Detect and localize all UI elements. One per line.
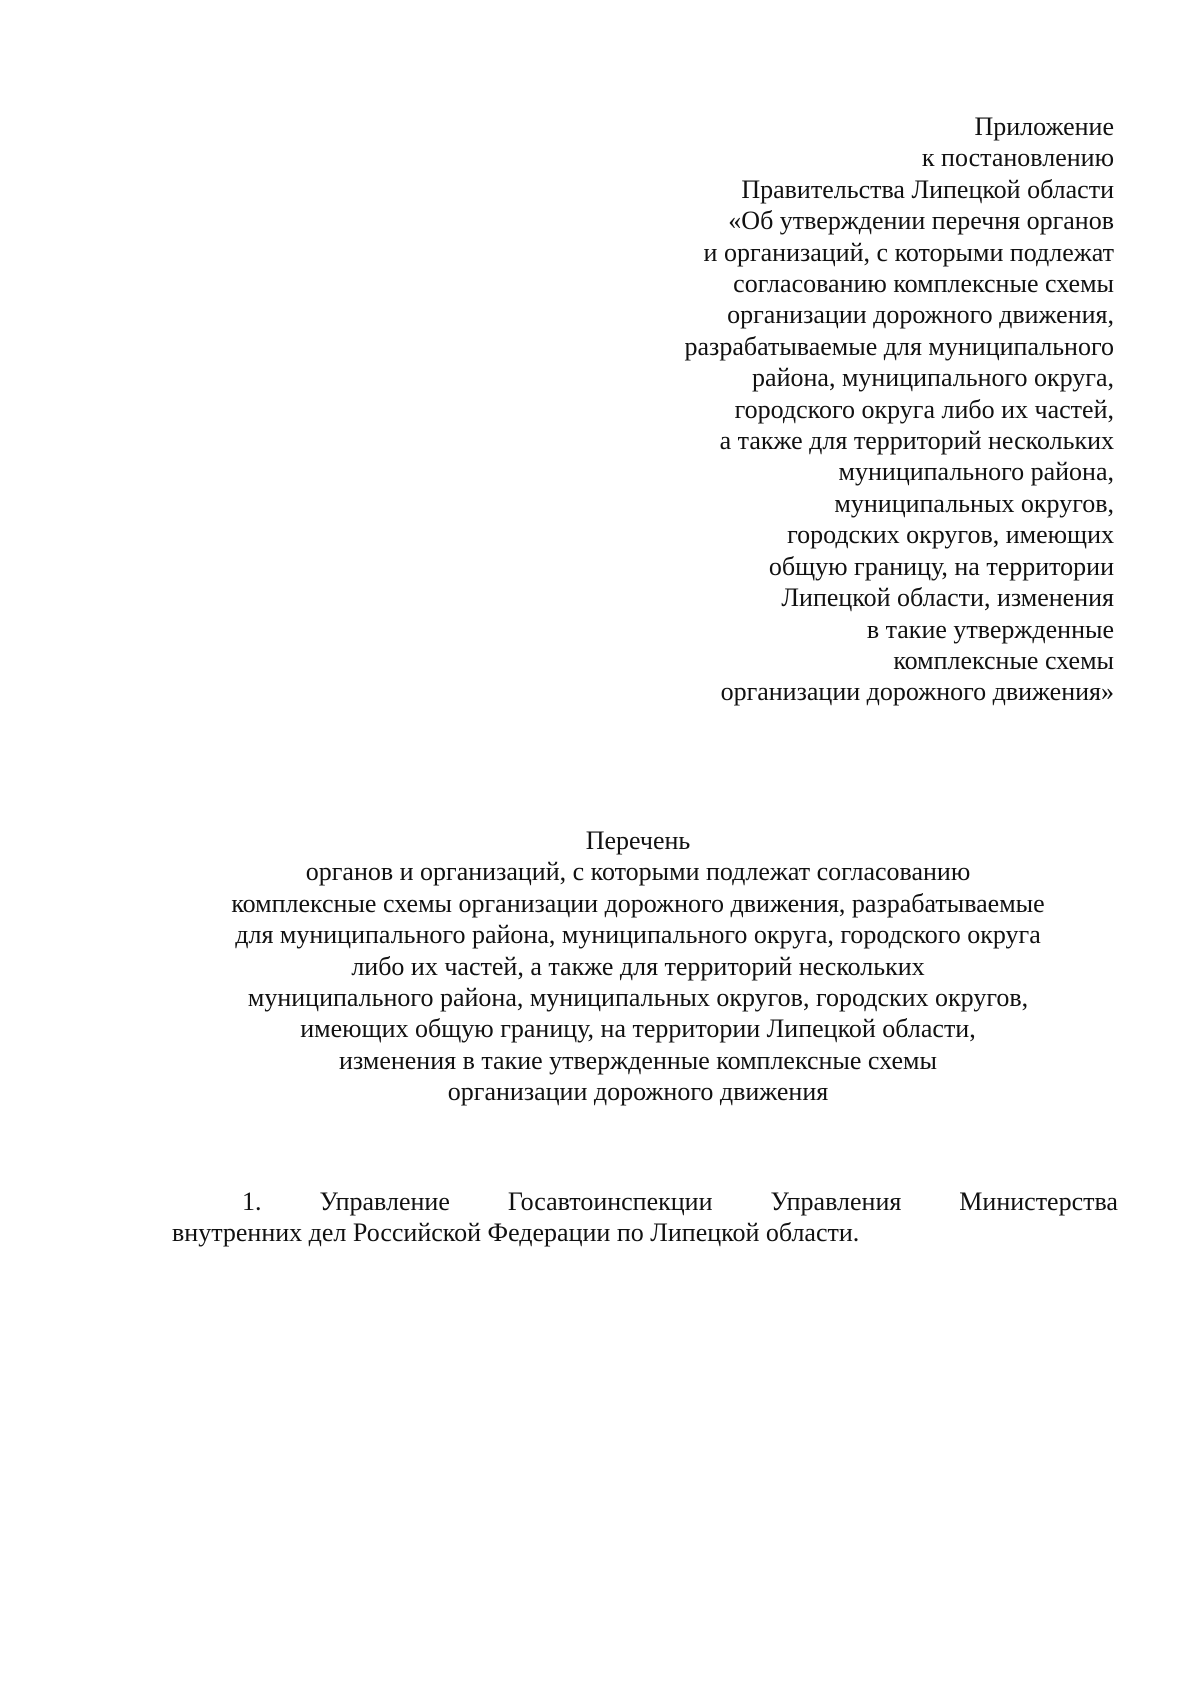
list-item-word: Министерства (959, 1187, 1118, 1216)
appendix-line: Приложение (974, 112, 1114, 141)
appendix-line: Липецкой области, изменения (781, 583, 1114, 613)
appendix-line: общую границу, на территории (768, 551, 1114, 581)
appendix-line: организации дорожного движения, (727, 300, 1114, 330)
title-heading: Перечень (585, 826, 691, 855)
title-line: организации дорожного движения (447, 1077, 829, 1107)
title-line: органов и организаций, с которыми подлежат согласованию (305, 857, 971, 887)
appendix-line: Правительства Липецкой области (741, 174, 1114, 204)
appendix-header (554, 111, 1114, 708)
title-line: муниципального района, муниципальных округов, городских округов, (247, 983, 1029, 1013)
appendix-line: района, муниципального округа, (752, 363, 1114, 393)
appendix-line: организации дорожного движения» (720, 677, 1114, 707)
appendix-line: городского округа либо их частей, (734, 394, 1114, 424)
list-item-continuation: внутренних дел Российской Федерации по Липецкой области. (172, 1218, 860, 1248)
title-line: комплексные схемы организации дорожного движения, разрабатываемые (231, 888, 1045, 918)
list-item-word: Управление (319, 1187, 450, 1216)
appendix-line: муниципальных округов, (834, 488, 1114, 518)
organizations-list (172, 1186, 1118, 1249)
appendix-line: разрабатываемые для муниципального (684, 331, 1114, 361)
title-line: имеющих общую границу, на территории Липецкой области, (300, 1014, 976, 1044)
list-item-first-line (172, 1186, 1118, 1217)
appendix-line: согласованию комплексные схемы (733, 269, 1114, 299)
appendix-line: муниципального района, (838, 457, 1114, 487)
appendix-line: в такие утвержденные (866, 614, 1114, 644)
appendix-line: к постановлению (921, 143, 1114, 173)
appendix-line: комплексные схемы (893, 645, 1114, 675)
title-line: изменения в такие утвержденные комплексные схемы (339, 1045, 937, 1075)
list-item-word: Управления (770, 1187, 902, 1216)
appendix-line: а также для территорий нескольких (719, 426, 1114, 456)
document-title (150, 825, 1126, 1108)
title-line: либо их частей, а также для территорий нескольких (351, 951, 925, 981)
list-item-number: 1. (242, 1187, 262, 1216)
appendix-line: и организаций, с которыми подлежат (703, 237, 1114, 267)
title-line: для муниципального района, муниципального округа, городского округа (235, 920, 1041, 950)
list-item (172, 1186, 1118, 1249)
appendix-line: городских округов, имеющих (787, 520, 1114, 550)
appendix-line: «Об утверждении перечня органов (728, 206, 1114, 236)
list-item-word: Госавтоинспекции (507, 1187, 713, 1216)
